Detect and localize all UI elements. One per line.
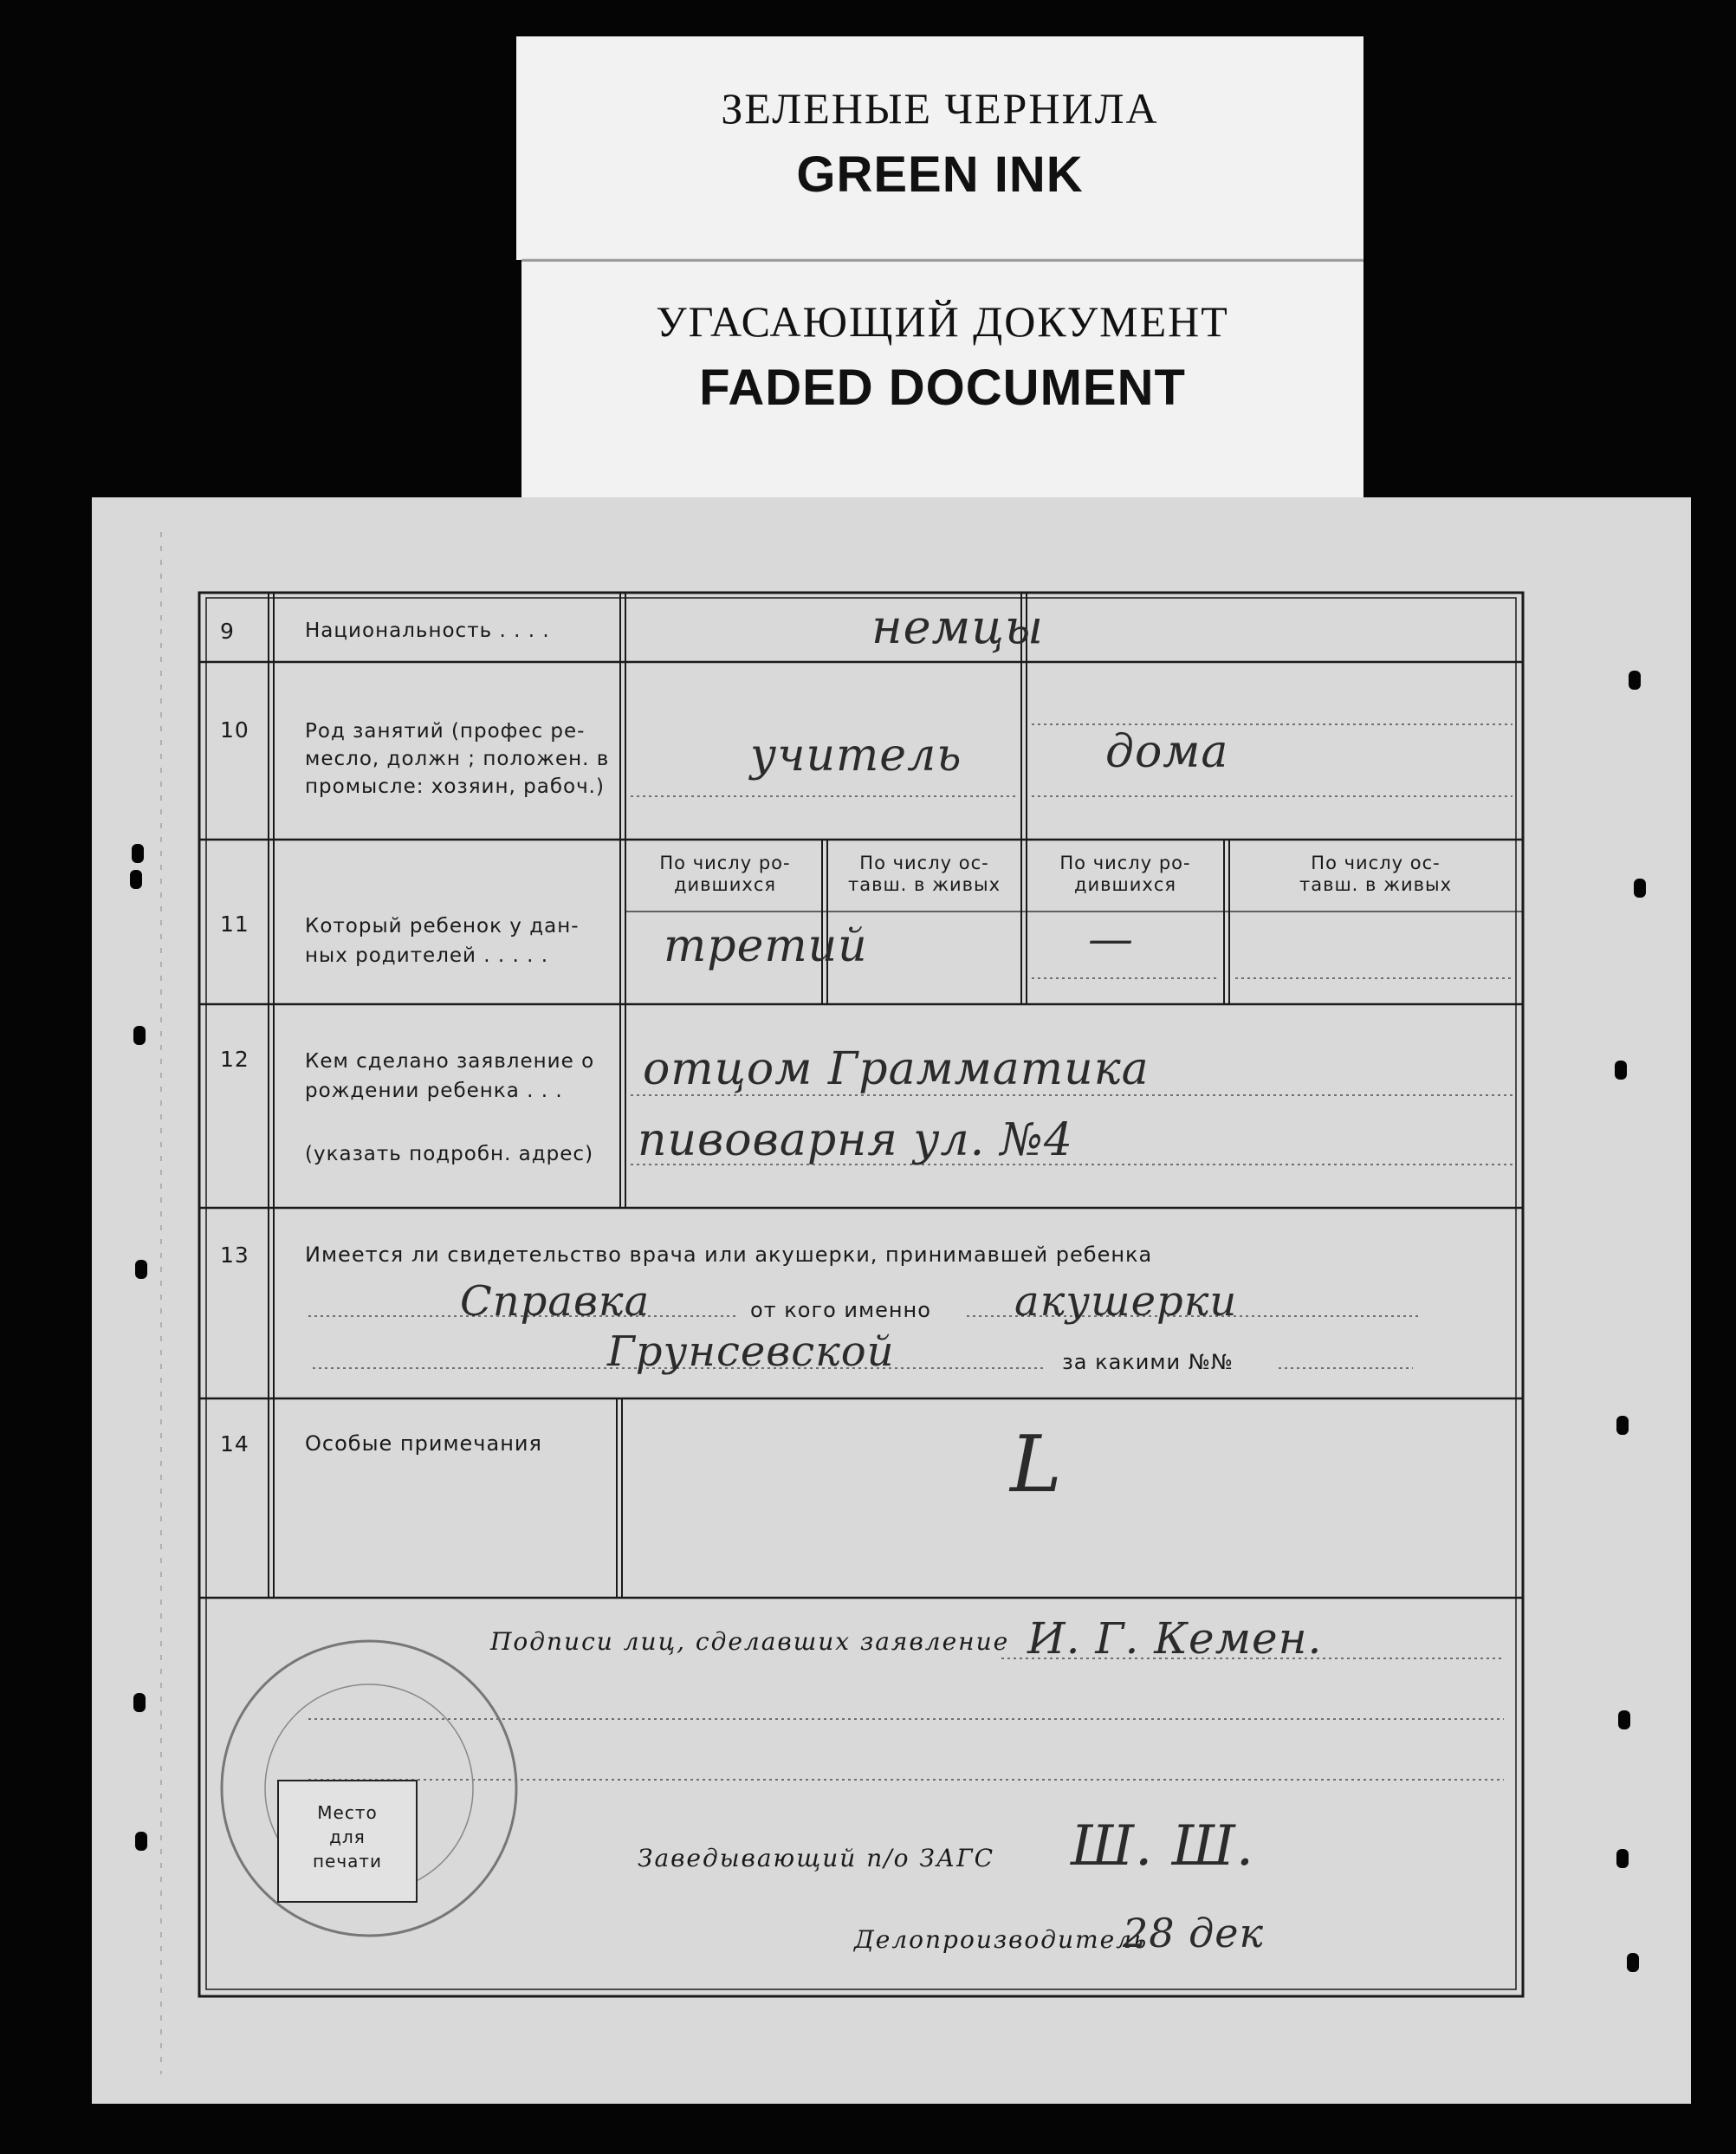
row-9-label: Национальность . . . . [305,620,550,642]
row-12-declarant-entry: отцом Грамматика [643,1043,1150,1095]
row-11-header-1: По числу ро- дившихся [659,853,791,895]
row-14-remarks-mark: L [1010,1419,1063,1510]
registration-form-sheet [92,497,1691,2104]
row-11-header-2: По числу ос- тавш. в живых [847,853,1001,895]
row-13-certificate-entry: Справка [460,1277,651,1326]
seal-placeholder-box [277,1780,418,1903]
row-9-number: 9 [220,619,235,644]
clerk-label: Делопроизводитель [854,1925,1149,1954]
row-13-numbers-label: за какими №№ [1062,1350,1234,1374]
row-13-midwife-entry: акушерки [1014,1277,1238,1326]
green-ink-label-card [516,36,1364,260]
row-13-number: 13 [220,1242,249,1268]
seal-placeholder-text: Место для печати [312,1802,383,1872]
row-11-number: 11 [220,912,249,937]
green-ink-ru-text: ЗЕЛЕНЫЕ ЧЕРНИЛА [721,84,1159,133]
registrar-label: Заведывающий п/о ЗАГС [638,1844,995,1872]
row-11-label: Который ребенок у дан- ных родителей . . . . . [305,915,580,967]
row-12-address-entry: пивоварня ул. №4 [638,1114,1073,1166]
row-13-label: Имеется ли свидетельство врача или акушерки, принимавшей ребенка [305,1242,1153,1267]
faded-en-text: FADED DOCUMENT [699,360,1186,416]
row-11-handwritten-entry: третий [664,920,868,972]
row-12-address-label: (указать подробн. адрес) [305,1143,594,1165]
row-10-father-entry: учитель [750,730,962,782]
row-11-header-4: По числу ос- тавш. в живых [1299,853,1453,895]
clerk-signature: 28 дек [1123,1910,1265,1956]
faded-ru-text: УГАСАЮЩИЙ ДОКУМЕНТ [656,297,1229,346]
row-14-label: Особые примечания [305,1431,542,1456]
row-10-label: Род занятий (профес ре- месло, должн ; положен. в промысле: хозяин, рабоч.) [305,720,610,798]
row-10-mother-entry: дома [1105,726,1229,778]
row-13-from-whom-label: от кого именно [750,1298,931,1322]
row-10-number: 10 [220,717,249,743]
row-12-number: 12 [220,1047,249,1072]
row-13-surname-entry: Грунсевской [607,1327,895,1376]
declarant-signature: И. Г. Кемен. [1027,1613,1323,1664]
row-9-handwritten-entry: немцы [871,600,1044,654]
signatures-label: Подписи лиц, сделавших заявление [490,1627,1010,1656]
faded-document-label-card [521,260,1364,503]
row-11-header-3: По числу ро- дившихся [1059,853,1191,895]
green-ink-en-text: GREEN INK [796,146,1084,203]
row-12-label: Кем сделано заявление о рождении ребенка . . . [305,1050,595,1102]
registrar-signature: Ш. Ш. [1071,1814,1255,1878]
row-14-number: 14 [220,1431,249,1457]
row-11-dash-entry: — [1088,913,1134,965]
